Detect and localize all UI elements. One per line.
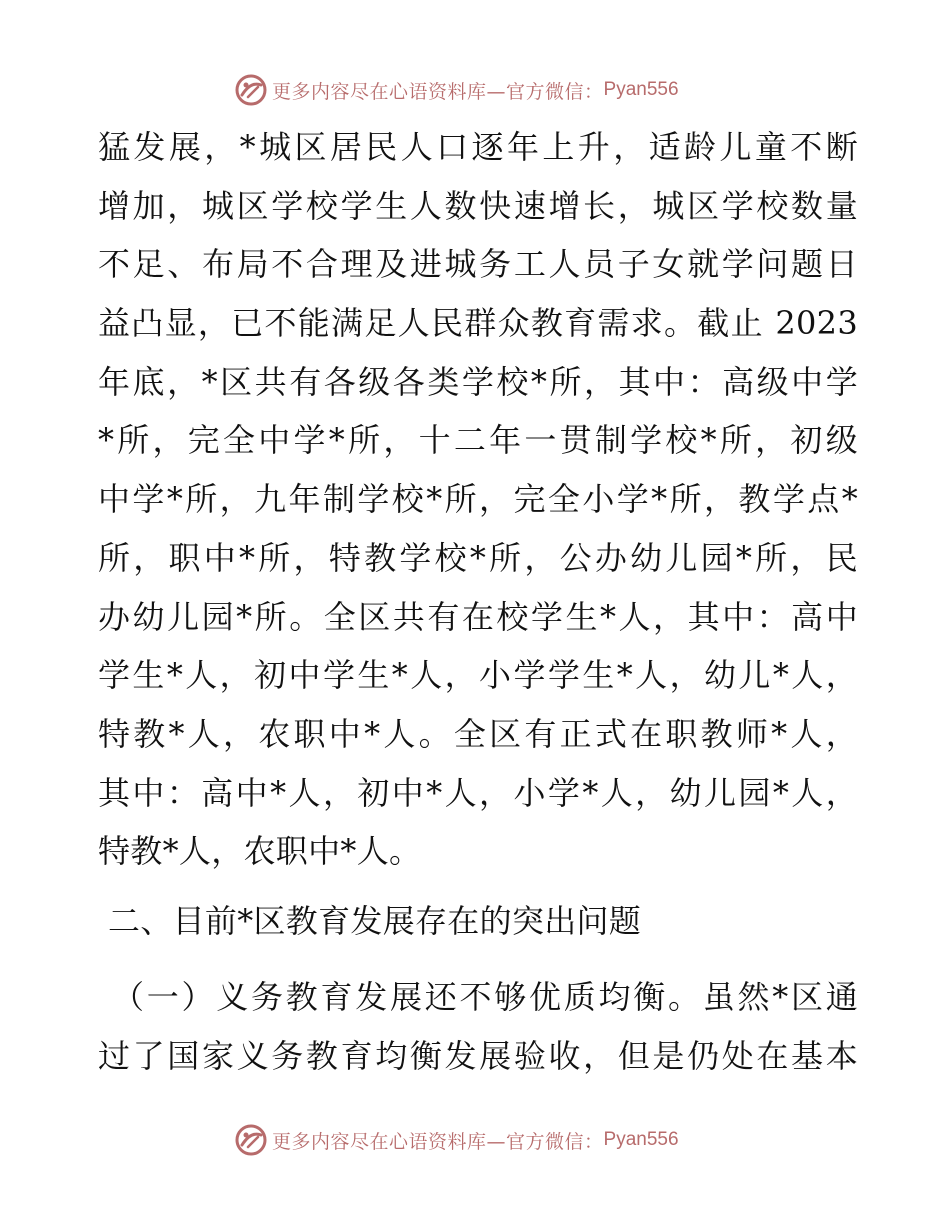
text-line: 中学*所，九年制学校*所，完全小学*所，教学点* (98, 480, 858, 519)
body-paragraph-2 (98, 968, 858, 1085)
watermark-text: 更多内容尽在心语资料库—官方微信： (272, 1130, 604, 1153)
text-line: （一）义务教育发展还不够优质均衡。虽然*区通 (112, 978, 858, 1016)
text-line: 所，职中*所，特教学校*所，公办幼儿园*所，民 (98, 538, 858, 577)
body-paragraph-1 (98, 118, 858, 881)
seal-logo-icon (234, 1123, 268, 1157)
watermark-wechat-id: Pyan556 (603, 79, 679, 100)
text-line: 过了国家义务教育均衡发展验收，但是仍处在基本 (98, 1036, 858, 1075)
text-line: 增加，城区学校学生人数快速增长，城区学校数量 (98, 186, 858, 225)
text-line: 办幼儿园*所。全区共有在校学生*人，其中：高中 (98, 597, 858, 636)
footer-watermark (234, 1122, 679, 1158)
text-line: *所，完全中学*所，十二年一贯制学校*所，初级 (98, 421, 858, 460)
section-heading: 二、目前*区教育发展存在的突出问题 (108, 902, 642, 940)
text-line: 益凸显，已不能满足人民群众教育需求。截止 2023 (98, 304, 858, 343)
watermark-text: 更多内容尽在心语资料库—官方微信： (272, 80, 604, 103)
watermark-wechat-id: Pyan556 (603, 1129, 679, 1150)
text-line: 不足、布局不合理及进城务工人员子女就学问题日 (98, 245, 858, 284)
text-line: 特教*人，农职中*人。 (98, 832, 422, 871)
text-line: 特教*人，农职中*人。全区有正式在职教师*人， (98, 714, 858, 753)
text-line: 年底，*区共有各级各类学校*所，其中：高级中学 (98, 362, 858, 401)
text-line: 猛发展，*城区居民人口逐年上升，适龄儿童不断 (98, 128, 858, 166)
seal-logo-icon (234, 73, 268, 107)
text-line: 其中：高中*人，初中*人，小学*人，幼儿园*人， (98, 773, 858, 812)
header-watermark (234, 72, 679, 108)
text-line: 学生*人，初中学生*人，小学学生*人，幼儿*人， (98, 656, 858, 695)
